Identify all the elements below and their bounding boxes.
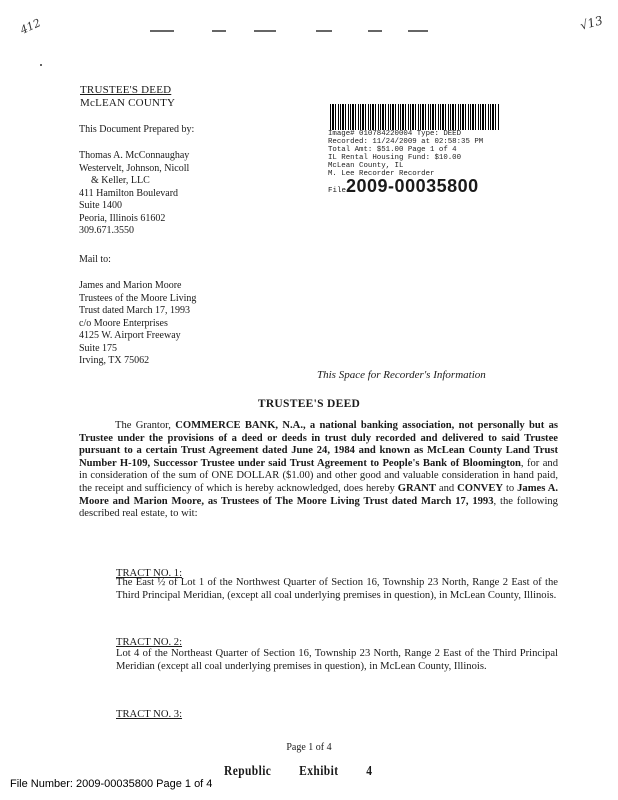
recording-line: M. Lee Recorder Recorder <box>328 170 435 178</box>
exhibit-stamp <box>224 764 400 780</box>
tract-1-text: The East ½ of Lot 1 of the Northwest Quarter of Section 16, Township 23 North, Range 2 East of the Third Principal Meridian, (except all coal underlying premises in question), in McLean County, Illinois. <box>116 577 558 601</box>
address-line: 411 Hamilton Boulevard <box>79 187 179 199</box>
address-line: 4125 W. Airport Freeway <box>79 330 181 341</box>
recording-line: McLean County, IL <box>328 162 404 170</box>
page-number: Page 1 of 4 <box>286 742 332 753</box>
tract-label-text: TRACT NO. 1: <box>116 568 183 579</box>
body-text: , for and in consideration of the sum of ONE DOLLAR ($1.00) and other good and valuable consideration in hand paid, the receipt and sufficiency of which is hereby acknowledged, does hereby <box>79 457 558 494</box>
address-line: Suite 175 <box>79 342 118 354</box>
deed-heading: TRUSTEE'S DEED <box>257 398 361 410</box>
handwritten-note-left: 412 <box>18 16 43 37</box>
address-line: Trust dated March 17, 1993 <box>79 305 191 316</box>
mail-to-heading: Mail to: <box>79 254 111 265</box>
recording-line: Image# 010784220004 Type: DEED <box>328 130 462 138</box>
recording-line: IL Rental Housing Fund: $10.00 <box>328 154 462 162</box>
grantees-text: James A. Moore and Marion Moore, as Trustees of The Moore Living Trust dated March 17, 1993 <box>79 482 559 507</box>
exhibit-word-2: Exhibit <box>299 764 339 779</box>
document-title <box>80 84 175 110</box>
footer-file-number: File Number: 2009-00035800 Page 1 of 4 <box>10 778 213 790</box>
recording-info <box>328 130 483 178</box>
body-text: to <box>503 482 518 494</box>
title-line-1: TRUSTEE'S DEED <box>80 84 172 96</box>
prepared-by-block <box>79 124 194 137</box>
tract-label-text: TRACT NO. 2: <box>116 637 183 648</box>
handwritten-note-right: √13 <box>578 13 605 33</box>
grantor-text: COMMERCE BANK, N.A., a national banking association, not personally but as Trustee under the provisions of a deed or deeds in trust duly recorded and delivered to said Trustee pursuant to a certain Trust Agreement dated June 24, 1984 and known as McLean County Land Trust Number H-109, Successor Trustee under said Trust Agreement to People's Bank of Bloomington <box>79 420 559 469</box>
tract-2-text: Lot 4 of the Northeast Quarter of Section 16, Township 23 North, Range 2 East of the Third Principal Meridian (except all coal underlying premises in question), in McLean County, Illinois. <box>116 648 558 672</box>
file-number-stamp <box>328 176 479 197</box>
deed-body-paragraph <box>79 420 558 521</box>
address-line: Thomas A. McConnaughay <box>79 150 190 161</box>
mail-to-address <box>79 280 196 368</box>
recording-barcode <box>330 104 500 130</box>
file-label: File <box>328 187 347 195</box>
grant-word: GRANT <box>397 482 436 494</box>
convey-word: CONVEY <box>457 482 504 494</box>
address-line: Westervelt, Johnson, Nicoll <box>79 162 190 174</box>
scan-dot <box>40 64 42 66</box>
address-line: c/o Moore Enterprises <box>79 317 168 329</box>
title-line-2: McLEAN COUNTY <box>80 97 176 109</box>
tract-label-text: TRACT NO. 3: <box>116 709 183 720</box>
body-text: , the following described real estate, to wit: <box>79 495 558 520</box>
exhibit-word-1: Republic <box>224 764 272 779</box>
address-line: James and Marion Moore <box>79 280 182 291</box>
body-text: The Grantor, <box>115 420 176 431</box>
recording-line: Total Amt: $51.00 Page 1 of 4 <box>328 146 457 154</box>
body-text: and <box>435 482 458 494</box>
address-line: Trustees of the Moore Living <box>79 292 197 304</box>
preparer-address <box>79 150 189 238</box>
exhibit-word-3: 4 <box>366 764 373 779</box>
file-number: 2009-00035800 <box>346 176 479 196</box>
recorder-space-caption: This Space for Recorder's Information <box>317 369 486 381</box>
recording-line: Recorded: 11/24/2009 at 02:58:35 PM <box>328 138 484 146</box>
address-line: & Keller, LLC <box>91 175 150 186</box>
address-line: Peoria, Illinois 61602 <box>79 212 166 224</box>
address-line: Suite 1400 <box>79 200 123 211</box>
prepared-by-heading: This Document Prepared by: <box>79 124 195 135</box>
tract-3-label <box>116 704 182 722</box>
scan-marks <box>150 30 450 36</box>
address-line: 309.671.3550 <box>79 225 134 236</box>
address-line: Irving, TX 75062 <box>79 355 150 366</box>
